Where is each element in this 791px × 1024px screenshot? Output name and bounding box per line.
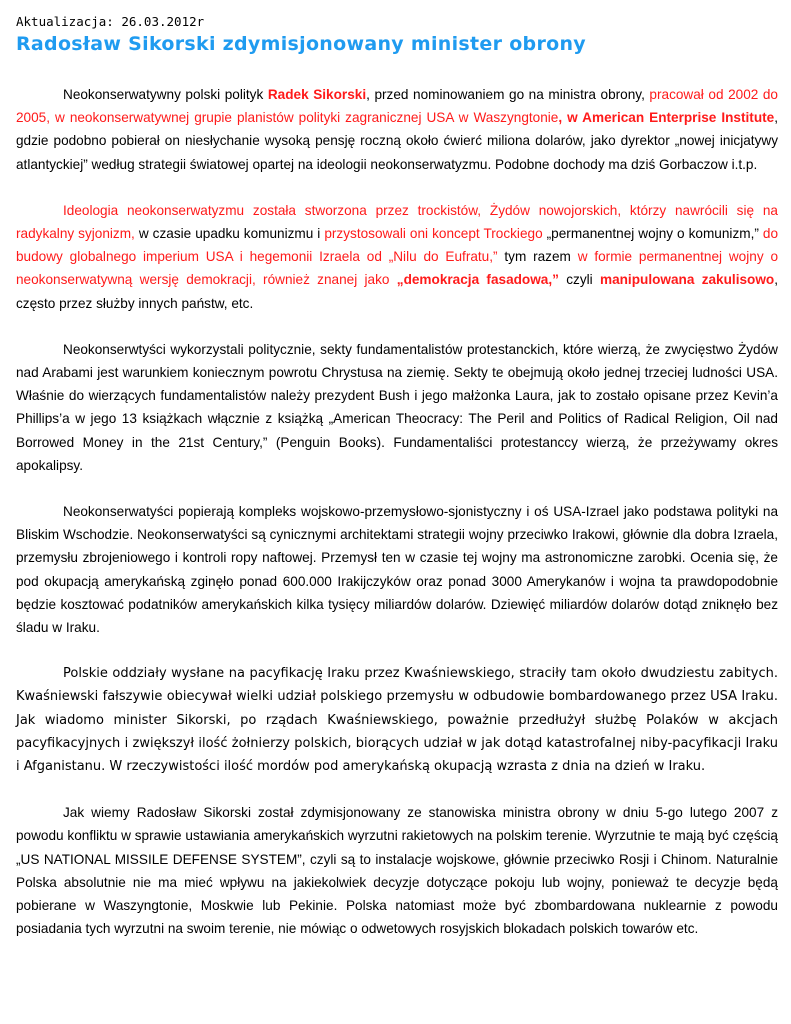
p1-highlight-1: pracował od 2002 do 2005, w neokonserwatywnej grupie planistów polityki zagranicznej USA w Waszyngtonie	[16, 87, 778, 126]
p2-text-5: , często przez służby innych państw, etc.	[16, 272, 778, 311]
page-title: Radosław Sikorski zdymisjonowany minister obrony	[16, 33, 586, 55]
p2-highlight-6: manipulowana zakulisowo	[599, 272, 775, 288]
p2-highlight-2: przystosowali oni koncept Trockiego	[324, 226, 543, 242]
p1-name-highlight: Radek Sikorski	[267, 87, 367, 102]
p2-highlight-3: do budowy globalnego imperium USA i hegemonii Izraela od „Nilu do Eufratu,”	[16, 226, 779, 265]
paragraph-3: Neokonserwtyści wykorzystali politycznie, sekty fundamentalistów protestanckich, które wierzą, że zwycięstwo Żydów nad Arabami jest warunkiem koniecznym powrotu Chrystusa na ziemię. Sekty te obejmują około jednej trzeciej ludności USA. Właśnie do wierzących fundamentalistów należy prezydent Bush i jego małżonka Laura, jak to zostało opisane przez Kevin’a Phillips’a w jego 13 książkach włącznie z książką „American Theocracy: The Peril and Politics of Radical Religion, Oil nad Borrowed Money in the 21st Century,” (Penguin Books). Fundamentaliści protestanccy wierzą, że przeżywamy okres apokalipsy.	[16, 341, 778, 473]
document-page	[16, 14, 778, 964]
paragraph-6: Jak wiemy Radosław Sikorski został zdymisjonowany ze stanowiska ministra obrony w dniu 5-go lutego 2007 z powodu konfliktu w sprawie ustawiania amerykańskich wyrzutni rakietowych na polskim terenie. Wyrzutnie te mają być częścią „US NATIONAL MISSILE DEFENSE SYSTEM”, czyli są to instalacje wojskowe, głównie przeciwko Rosji i Chinom. Naturalnie Polska absolutnie nie ma mieć wpływu na jakiekolwiek decyzje dotyczące pokoju lub wojny, ponieważ te decyzje będą pobierane w Waszyngtonie, Moskwie lub Pekinie. Polska natomiast może być zbombardowana nuklearnie z powodu posiadania tych wyrzutni na swoim terenie, nie mówiąc o odwetowych rosyjskich blokadach polskich towarów etc.	[16, 805, 778, 937]
paragraph-2	[16, 199, 778, 315]
update-date: Aktualizacja: 26.03.2012r	[16, 14, 205, 29]
p2-text-3: tym razem	[497, 249, 578, 265]
paragraph-4: Neokonserwatyści popierają kompleks wojskowo-przemysłowo-sjonistyczny i oś USA-Izrael jako podstawa polityki na Bliskim Wschodzie. Neokonserwatyści są cynicznymi architektami strategii wojny przeciwko Irakowi, głównie dla dobra Izraela, przemysłu zbrojeniowego i kontroli ropy naftowej. Przemysł ten w czasie tej wojny ma astronomiczne zarobki. Ocenia się, że pod okupacją amerykańską zginęło ponad 600.000 Irakijczyków oraz ponad 3000 Amerykanów i wojna ta prawdopodobnie będzie kosztować podatników amerykańskich kilka tysięcy miliardów dolarów. Dziewięć miliardów dolarów dotąd zniknęło bez śladu w Iraku.	[16, 504, 778, 636]
paragraph-1	[16, 83, 778, 176]
p2-highlight-4: w formie permanentnej wojny o neokonserwatywną wersję demokracji, również znanej jako	[16, 249, 778, 288]
p2-text-1: w czasie upadku komunizmu i	[134, 226, 325, 242]
p2-highlight-1: Ideologia neokonserwatyzmu została stworzona przez trockistów, Żydów nowojorskich, którzy nawrócili się na radykalny syjonizm,	[16, 202, 778, 242]
p2-text-2: „permanentnej wojny o komunizm,”	[542, 226, 763, 242]
paragraph-5: Polskie oddziały wysłane na pacyfikację Iraku przez Kwaśniewskiego, straciły tam około dwudziestu zabitych. Kwaśniewski fałszywie obiecywał wielki udział polskiego przemysłu w odbudowie bombardowanego przez USA Iraku. Jak wiadomo minister Sikorski, po rządach Kwaśniewskiego, poważnie przedłużył służbę Polaków w akcjach pacyfikacyjnych i zwiększył ilość żołnierzy polskich, biorących udział w jak dotąd katastrofalnej niby-pacyfikacji Iraku i Afganistanu. W rzeczywistości ilość mordów pod amerykańską okupacją wzrasta z dnia na dzień w Iraku.	[16, 666, 778, 775]
p1-text-1: Neokonserwatywny polski polityk	[63, 87, 268, 102]
p2-highlight-5: „demokracja fasadowa,”	[396, 272, 559, 288]
p1-text-2: , przed nominowaniem go na ministra obrony,	[366, 87, 650, 102]
p1-highlight-2: , w American Enterprise Institute	[558, 110, 775, 126]
p2-text-4: czyli	[558, 272, 600, 288]
p1-text-3: , gdzie podobno pobierał on niesłychanie wysoką pensję roczną około ćwierć miliona dolarów, jako dyrektor „nowej inicjatywy atlantyckiej” według strategii światowej opartej na ideologii neokonserwatyzmu. Podobne dochody ma dziś Gorbaczow i.t.p.	[16, 110, 778, 172]
